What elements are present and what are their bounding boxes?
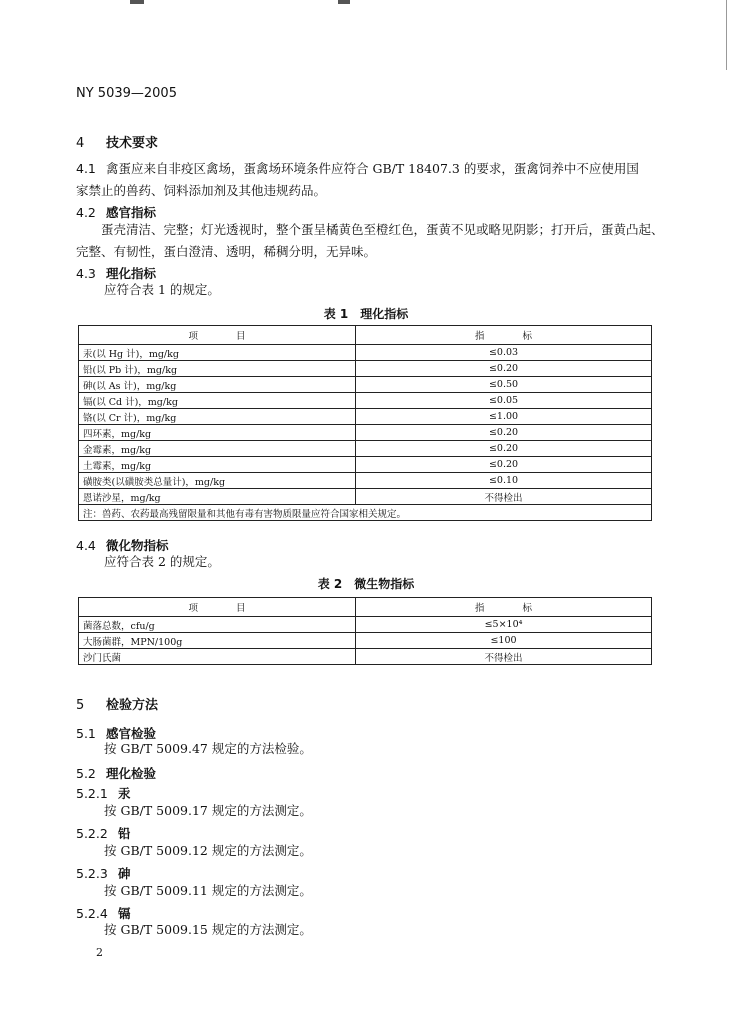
cell-item: 铬(以 Cr 计)，mg/kg [79,409,356,425]
clause-title: 镉 [118,906,131,921]
clause-title: 砷 [118,866,131,881]
cell-item: 大肠菌群，MPN/100g [79,633,356,649]
clause-number: 5.1 [76,726,96,741]
table-row [79,457,652,473]
clause-number: 5.2.4 [76,906,108,921]
section-4-1 [76,158,676,202]
header-value: 指 标 [356,326,652,345]
table-row [79,361,652,377]
table-row [79,649,652,665]
clause-title: 感官检验 [106,726,157,741]
scan-edge-line [726,0,727,70]
cell-item: 磺胺类(以磺胺类总量计)，mg/kg [79,473,356,489]
table-row [79,489,652,505]
cell-item: 恩诺沙星，mg/kg [79,489,356,505]
clause-title: 铅 [118,826,131,841]
section-title: 检验方法 [106,698,159,713]
section-4-3-text: 应符合表 1 的规定。 [104,282,220,297]
header-item: 项 目 [79,598,356,617]
table-row [79,425,652,441]
clause-number: 4.4 [76,538,96,553]
section-4-4-text: 应符合表 2 的规定。 [104,554,220,569]
sensory-line-2: 完整、有韧性，蛋白澄清、透明，稀稠分明，无异味。 [76,244,377,259]
cell-value: ≤0.20 [356,441,652,457]
section-5-2-1-text: 按 GB/T 5009.17 规定的方法测定。 [104,803,312,818]
table-header-row [79,598,652,617]
table-row [79,377,652,393]
table-row [79,473,652,489]
cell-value: ≤0.20 [356,425,652,441]
table-row [79,345,652,361]
scan-mark-left [130,0,144,4]
clause-text-cont: 家禁止的兽药、饲料添加剂及其他违规药品。 [76,183,327,198]
cell-item: 砷(以 As 计)，mg/kg [79,377,356,393]
section-5-2-2-text: 按 GB/T 5009.12 规定的方法测定。 [104,843,312,858]
table-1 [78,325,652,521]
header-item: 项 目 [79,326,356,345]
header-value: 指 标 [356,598,652,617]
cell-value: ≤0.05 [356,393,652,409]
table-row [79,633,652,649]
clause-number: 5.2.2 [76,826,108,841]
cell-value: 不得检出 [356,649,652,665]
standard-number: NY 5039—2005 [76,86,177,101]
clause-number: 4.3 [76,266,96,281]
cell-value: ≤1.00 [356,409,652,425]
cell-item: 沙门氏菌 [79,649,356,665]
cell-item: 镉(以 Cd 计)，mg/kg [79,393,356,409]
cell-item: 四环素，mg/kg [79,425,356,441]
table-row [79,617,652,633]
section-5-heading [76,694,158,713]
section-5-2-heading [76,764,156,782]
cell-value: ≤0.50 [356,377,652,393]
clause-title: 理化检验 [106,766,157,781]
cell-value: ≤0.20 [356,361,652,377]
clause-title: 微化物指标 [106,538,169,553]
section-5-2-3-text: 按 GB/T 5009.11 规定的方法测定。 [104,883,312,898]
table-note-row [79,505,652,521]
cell-value: ≤0.10 [356,473,652,489]
section-4-2-text [76,219,676,263]
clause-number: 4.1 [76,161,96,176]
clause-title: 感官指标 [106,205,157,220]
section-title: 技术要求 [106,136,159,151]
cell-item: 铅(以 Pb 计)，mg/kg [79,361,356,377]
cell-value: ≤100 [356,633,652,649]
clause-number: 4.2 [76,205,96,220]
clause-text: 禽蛋应来自非疫区禽场，蛋禽场环境条件应符合 GB/T 18407.3 的要求，蛋禽饲养中不应使用国 [106,161,639,176]
cell-value: ≤0.03 [356,345,652,361]
section-5-1-text: 按 GB/T 5009.47 规定的方法检验。 [104,741,312,756]
cell-item: 土霉素，mg/kg [79,457,356,473]
clause-number: 5.2 [76,766,96,781]
table-note: 注：兽药、农药最高残留限量和其他有毒有害物质限量应符合国家相关规定。 [79,505,652,521]
cell-value: ≤0.20 [356,457,652,473]
table-row [79,409,652,425]
section-number: 5 [76,698,85,713]
table-1-caption: 表 1 理化指标 [323,307,409,321]
table-row [79,393,652,409]
table-row [79,441,652,457]
clause-title: 理化指标 [106,266,157,281]
sensory-line-1: 蛋壳清洁、完整；灯光透视时，整个蛋呈橘黄色至橙红色，蛋黄不见或略见阴影；打开后，蛋黄凸起、 [101,222,664,237]
section-5-2-4-text: 按 GB/T 5009.15 规定的方法测定。 [104,922,312,937]
section-number: 4 [76,136,85,151]
clause-title: 汞 [118,786,131,801]
cell-value: 不得检出 [356,489,652,505]
scan-mark-right [338,0,350,4]
clause-number: 5.2.3 [76,866,108,881]
cell-value: ≤5×10⁴ [356,617,652,633]
cell-item: 菌落总数，cfu/g [79,617,356,633]
table-header-row [79,326,652,345]
cell-item: 汞(以 Hg 计)，mg/kg [79,345,356,361]
cell-item: 金霉素，mg/kg [79,441,356,457]
table-2-caption: 表 2 微生物指标 [317,577,415,591]
table-2 [78,597,652,665]
page-number: 2 [96,946,103,959]
section-4-heading [76,132,158,151]
clause-number: 5.2.1 [76,786,108,801]
